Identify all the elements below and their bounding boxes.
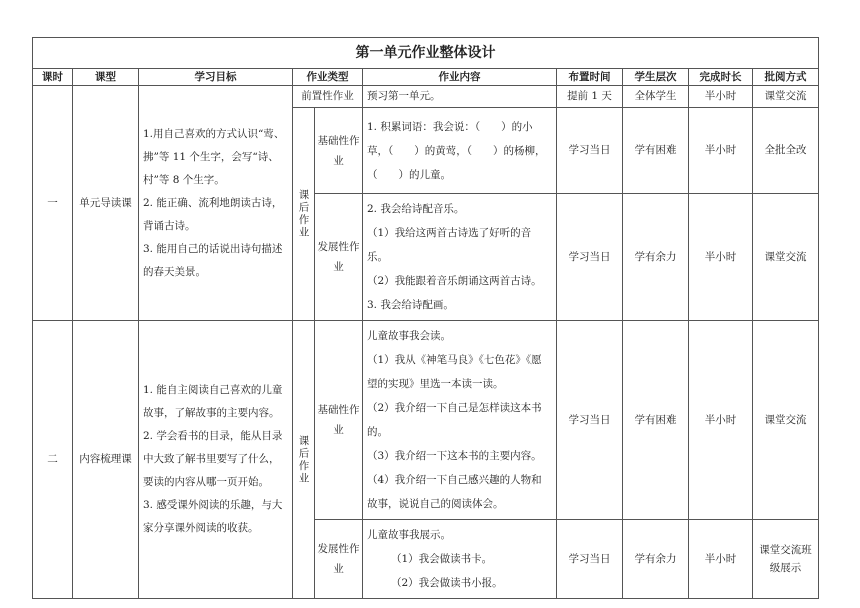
student-level: 学有余力 — [623, 520, 689, 599]
learning-goals — [139, 86, 293, 321]
assign-time: 提前 1 天 — [557, 86, 623, 108]
review-method: 课堂交流班级展示 — [753, 520, 819, 599]
review-method: 课堂交流 — [753, 194, 819, 321]
after-class-label: 课后作业 — [293, 108, 315, 321]
student-level: 学有余力 — [623, 194, 689, 321]
header-content: 作业内容 — [363, 69, 557, 86]
design-table — [32, 37, 819, 599]
review-method: 课堂交流 — [753, 86, 819, 108]
lesson-number: 二 — [33, 321, 73, 599]
develop-homework-content: 儿童故事我展示。 （1）我会做读书卡。 （2）我会做读书小报。 — [363, 520, 557, 599]
lesson-number: 一 — [33, 86, 73, 321]
header-student-level: 学生层次 — [623, 69, 689, 86]
header-duration: 完成时长 — [689, 69, 753, 86]
review-method: 全批全改 — [753, 108, 819, 194]
goal-item: 3. 感受课外阅读的乐趣，与大家分享课外阅读的收获。 — [143, 499, 283, 534]
pre-homework-category: 前置性作业 — [293, 86, 363, 108]
learning-goals — [139, 321, 293, 599]
student-level: 全体学生 — [623, 86, 689, 108]
pre-homework-content: 预习第一单元。 — [363, 86, 557, 108]
assign-time: 学习当日 — [557, 194, 623, 321]
goal-item: 2. 学会看书的目录，能从目录中大致了解书里要写了什么，要读的内容从哪一页开始。 — [143, 430, 283, 488]
develop-homework-category: 发展性作业 — [315, 520, 363, 599]
duration: 半小时 — [689, 321, 753, 520]
homework-design-sheet — [32, 37, 818, 599]
develop-homework-category: 发展性作业 — [315, 194, 363, 321]
assign-time: 学习当日 — [557, 520, 623, 599]
header-lesson: 课时 — [33, 69, 73, 86]
goal-item: 1. 能自主阅读自己喜欢的儿童故事，了解故事的主要内容。 — [143, 384, 283, 419]
goal-item: 1.用自己喜欢的方式认识“莺、拂”等 11 个生字，会写“诗、村”等 8 个生字。 — [143, 127, 285, 186]
header-row — [33, 69, 819, 86]
student-level: 学有困难 — [623, 321, 689, 520]
header-review: 批阅方式 — [753, 69, 819, 86]
duration: 半小时 — [689, 108, 753, 194]
lesson-type: 内容梳理课 — [73, 321, 139, 599]
assign-time: 学习当日 — [557, 321, 623, 520]
lesson-type: 单元导读课 — [73, 86, 139, 321]
basic-homework-category: 基础性作业 — [315, 108, 363, 194]
basic-homework-category: 基础性作业 — [315, 321, 363, 520]
header-hw-type: 作业类型 — [293, 69, 363, 86]
basic-homework-content: 1. 积累词语：我会说：（ ）的小草，（ ）的黄莺，（ ）的杨柳，（ ）的儿童。 — [363, 108, 557, 194]
header-goals: 学习目标 — [139, 69, 293, 86]
basic-homework-content: 儿童故事我会读。 （1）我从《神笔马良》《七色花》《愿望的实现》里选一本读一读。 （2）我介绍一下自己是怎样读这本书的。 （3）我介绍一下这本书的主要内容。 （4）我介绍一下自己感兴趣的人物和故事，说说自己的阅读体会。 — [363, 321, 557, 520]
header-assign-time: 布置时间 — [557, 69, 623, 86]
student-level: 学有困难 — [623, 108, 689, 194]
table-row — [33, 321, 819, 520]
page-title: 第一单元作业整体设计 — [33, 38, 819, 69]
goal-item: 3. 能用自己的话说出诗句描述的春天美景。 — [143, 242, 283, 278]
review-method: 课堂交流 — [753, 321, 819, 520]
duration: 半小时 — [689, 520, 753, 599]
assign-time: 学习当日 — [557, 108, 623, 194]
table-row — [33, 86, 819, 108]
duration: 半小时 — [689, 86, 753, 108]
develop-homework-content: 2. 我会给诗配音乐。 （1）我给这两首古诗选了好听的音乐。 （2）我能跟着音乐朗诵这两首古诗。 3. 我会给诗配画。 — [363, 194, 557, 321]
header-type: 课型 — [73, 69, 139, 86]
after-class-label: 课后作业 — [293, 321, 315, 599]
duration: 半小时 — [689, 194, 753, 321]
goal-item: 2. 能正确、流利地朗读古诗，背诵古诗。 — [143, 196, 283, 232]
